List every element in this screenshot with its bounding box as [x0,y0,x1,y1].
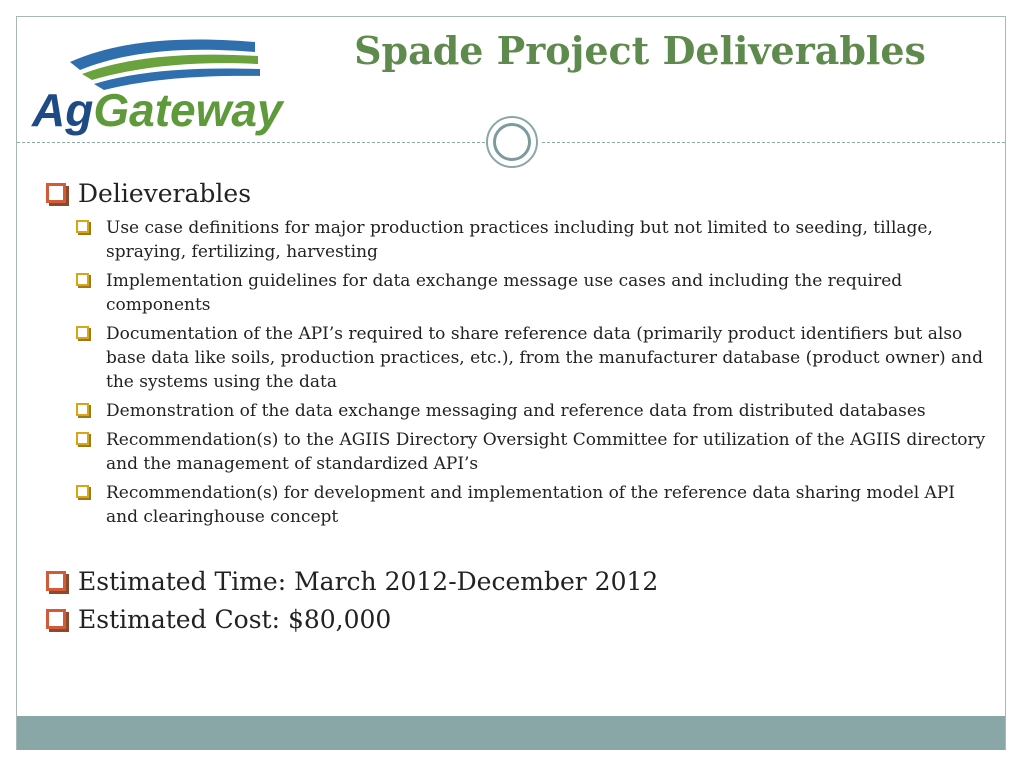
checkbox-bullet-icon [76,432,89,445]
divider-left [17,142,485,143]
checkbox-bullet-icon [46,183,66,203]
checkbox-bullet-icon [76,326,89,339]
checkbox-bullet-icon [46,571,66,591]
footer-bar [17,716,1005,750]
checkbox-bullet-icon [46,609,66,629]
divider-right [542,142,1005,143]
slide-content [46,178,986,642]
slide-title: Spade Project Deliverables [354,28,926,73]
aggateway-logo [30,34,290,144]
bullet-estimated-cost: Estimated Cost: $80,000 [46,604,986,636]
checkbox-bullet-icon [76,403,89,416]
bullet-deliverables-text: Delieverables [78,179,252,208]
logo-text: AgGateway [32,84,283,136]
divider-circle-icon [486,116,538,168]
spacer [46,534,986,566]
checkbox-bullet-icon [76,273,89,286]
aggateway-logo-graphic [30,34,290,144]
checkbox-bullet-icon [76,485,89,498]
list-item: Use case definitions for major production practices including but not limited to seeding, tillage, spraying, fertilizing, harvesting [76,216,986,264]
list-item: Recommendation(s) for development and implementation of the reference data sharing model API and clearinghouse concept [76,481,986,529]
bullet-estimated-time: Estimated Time: March 2012-December 2012 [46,566,986,598]
bullet-deliverables [46,178,986,210]
list-item: Recommendation(s) to the AGIIS Directory Oversight Committee for utilization of the AGIIS directory and the management of standardized API’s [76,428,986,476]
list-item: Demonstration of the data exchange messaging and reference data from distributed databases [76,399,986,423]
deliverables-list [76,216,986,529]
checkbox-bullet-icon [76,220,89,233]
list-item: Implementation guidelines for data exchange message use cases and including the required components [76,269,986,317]
list-item: Documentation of the API’s required to share reference data (primarily product identifiers but also base data like soils, production practices, etc.), from the manufacturer database (product owner) and the systems using the data [76,322,986,394]
